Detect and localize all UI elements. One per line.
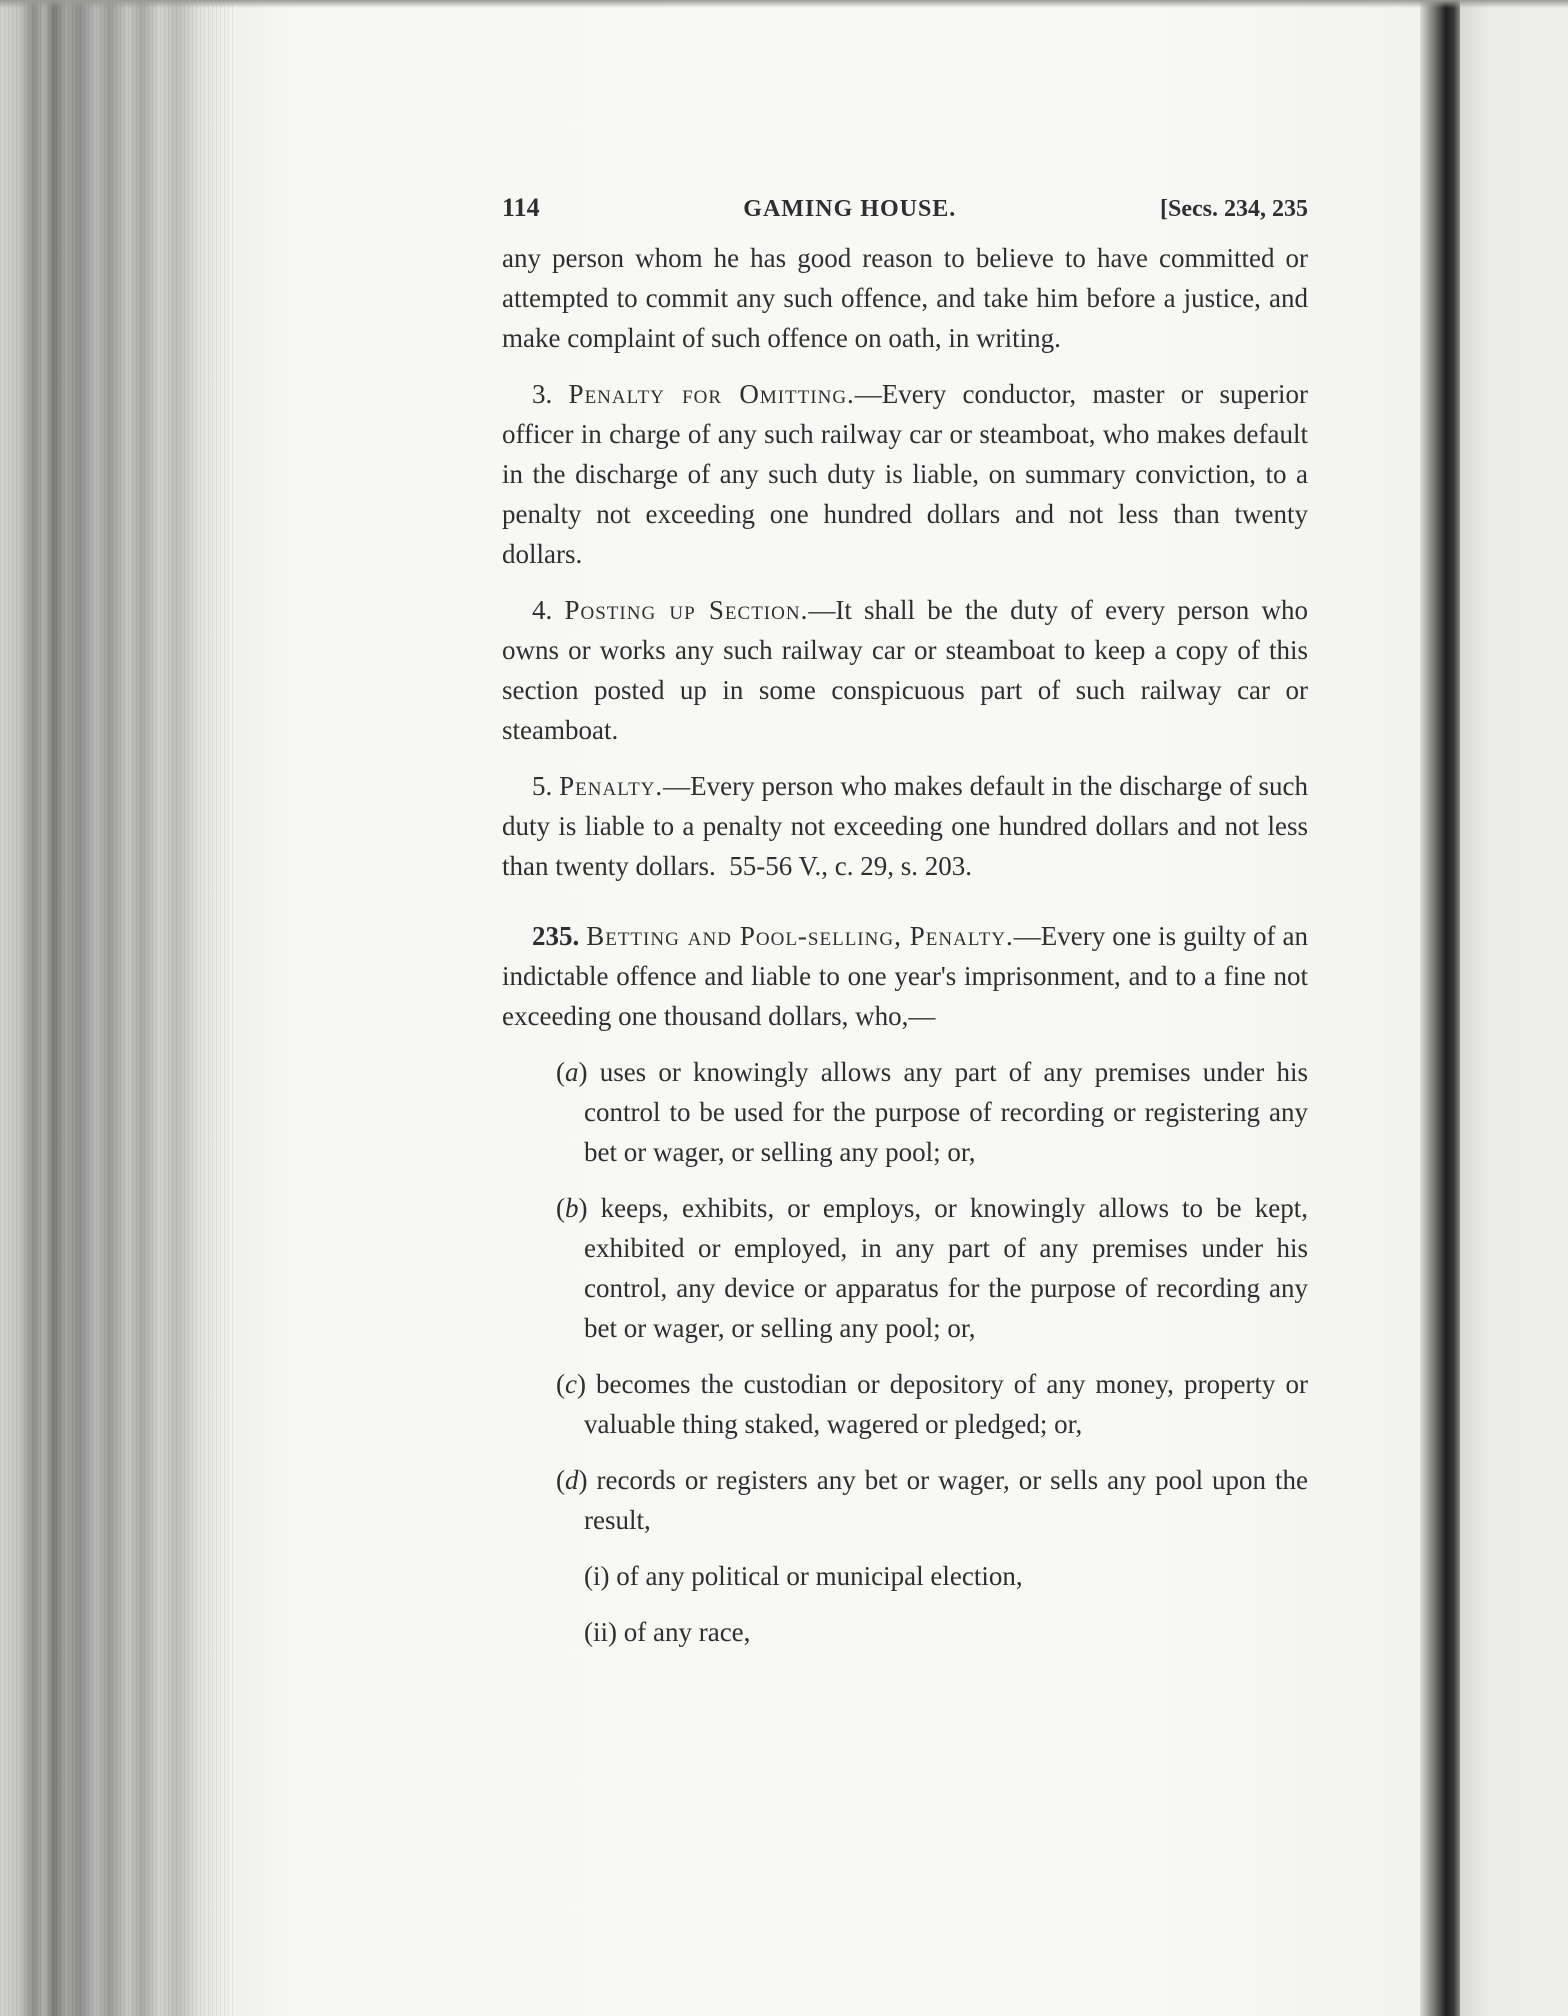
clause-d: (d) records or registers any bet or wager, or sells any pool upon the result, (556, 1465, 1309, 1535)
section-range: [Secs. 234, 235 (1160, 196, 1308, 222)
section-235 (502, 916, 1308, 1036)
subclause-text: of any political or municipal election, (616, 1561, 1023, 1591)
subsection-text: —Every conductor, master or superior officer in charge of any such railway car or steamboat, who makes default in the discharge of any such duty is liable, on summary conviction, to a penalty not exceeding one hundred dollars and not less than twenty dollars. (502, 379, 1308, 569)
top-shadow (0, 0, 1568, 8)
subsection-number: 5. (532, 771, 553, 801)
clause-text: keeps, exhibits, or employs, or knowingly allows to be kept, exhibited or employed, in any part of any premises under his control, any device or apparatus for the purpose of recording any bet or wager, or selling any pool; or, (584, 1193, 1308, 1343)
citation: 55-56 V., c. 29, s. 203. (729, 851, 972, 881)
clause-text: uses or knowingly allows any part of any premises under his control to be used for the purpose of recording or registering any bet or wager, or selling any pool; or, (584, 1057, 1308, 1167)
subclause-ii (584, 1612, 1308, 1652)
subclause-i (584, 1556, 1308, 1596)
subsection-5 (502, 766, 1308, 886)
page-text (502, 188, 1308, 1652)
running-head (502, 188, 1308, 228)
book-page-edges (0, 0, 240, 2016)
subsection-3 (502, 374, 1308, 574)
subsection-heading: Penalty for Omitting. (568, 379, 855, 409)
section-heading: Betting and Pool-selling, Penalty. (586, 921, 1014, 951)
page-number: 114 (502, 193, 540, 222)
facing-page-edge (1460, 0, 1568, 2016)
subsection-heading: Posting up Section. (564, 595, 809, 625)
carry-over-paragraph: any person whom he has good reason to believe to have committed or attempted to commit any such offence, and take him before a justice, and make complaint of such offence on oath, in writing. (502, 243, 1308, 353)
clause-a: (a) uses or knowingly allows any part of any premises under his control to be used for the purpose of recording or registering any bet or wager, or selling any pool; or, (556, 1057, 1308, 1167)
clause-label: d (565, 1465, 579, 1495)
section-text: —Every one is guilty of an indictable offence and liable to one year's imprisonment, and to a fine not exceeding one thousand dollars, who,— (502, 921, 1308, 1031)
subsection-4 (502, 590, 1308, 750)
subsection-text: —It shall be the duty of every person who owns or works any such railway car or steamboat to keep a copy of this section posted up in some conspicuous part of such railway car or steamboat. (502, 595, 1309, 745)
clause-label: a (565, 1057, 579, 1087)
subclause-text: of any race, (623, 1617, 751, 1647)
clause-text: becomes the custodian or depository of any money, property or valuable thing staked, wagered or pledged; or, (584, 1369, 1308, 1439)
clause-c: (c) becomes the custodian or depository of any money, property or valuable thing staked, wagered or pledged; or, (556, 1369, 1308, 1439)
clause-label: b (565, 1193, 579, 1223)
clause-text: records or registers any bet or wager, or sells any pool upon the result, (584, 1465, 1309, 1535)
section-number: 235. (532, 921, 580, 951)
subclause-label: (i) (584, 1561, 610, 1591)
book-gutter (1420, 0, 1460, 2016)
clause-label: c (565, 1369, 577, 1399)
subsection-heading: Penalty. (559, 771, 664, 801)
subsection-text: —Every person who makes default in the discharge of such duty is liable to a penalty not exceeding one hundred dollars and not less than twenty dollars. (502, 771, 1308, 881)
subsection-number: 3. (532, 379, 553, 409)
running-title: GAMING HOUSE. (743, 196, 957, 222)
clause-b: (b) keeps, exhibits, or employs, or knowingly allows to be kept, exhibited or employed, in any part of any premises under his control, any device or apparatus for the purpose of recording any bet or wager, or selling any pool; or, (556, 1193, 1308, 1343)
subclause-label: (ii) (584, 1617, 617, 1647)
subsection-number: 4. (532, 595, 553, 625)
